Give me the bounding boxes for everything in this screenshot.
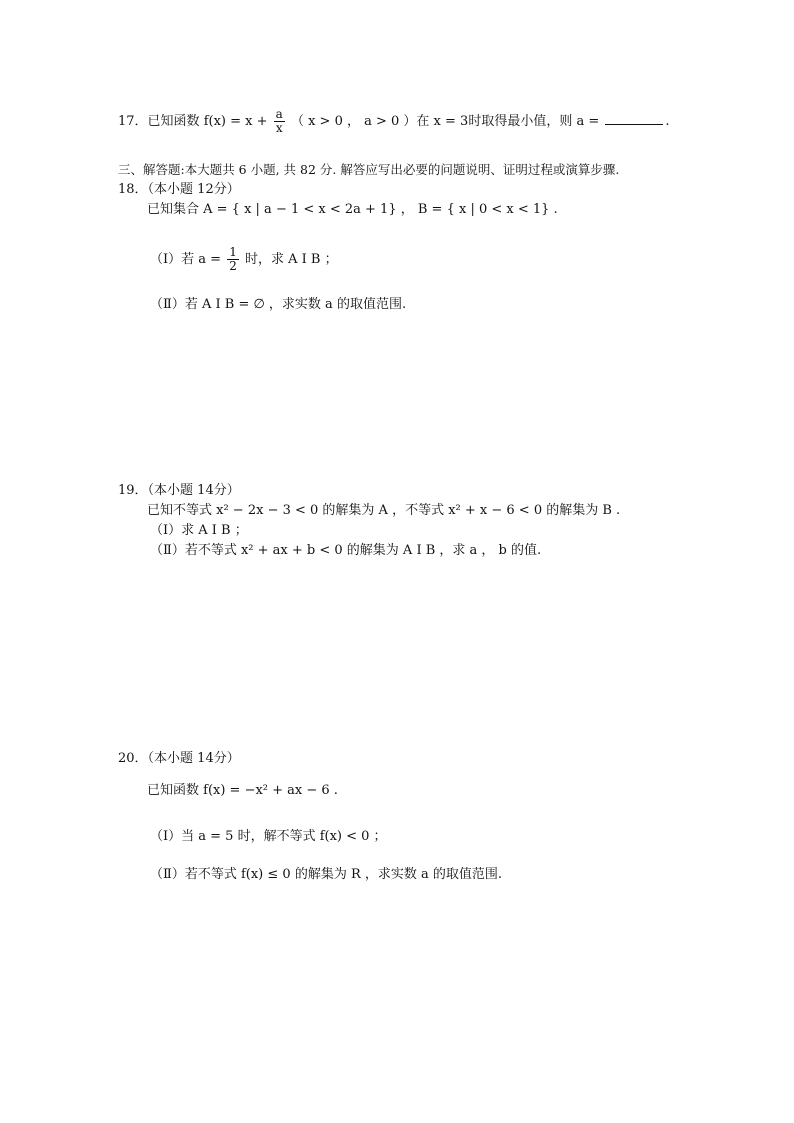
question-17-end: .: [665, 114, 670, 129]
question-17-fraction: [274, 108, 285, 135]
question-17-formula: f(x) = x +: [203, 114, 268, 129]
fraction-denominator: x: [275, 121, 283, 135]
question-20-part-1: （Ⅰ）当 a = 5 时，解不等式 f(x) < 0 ；: [150, 829, 387, 844]
question-18-stem: 已知集合 A = { x | a − 1 < x < 2a + 1} ， B = { x | 0 < x < 1} .: [147, 202, 558, 217]
fraction-numerator: a: [275, 107, 283, 121]
question-17: [118, 108, 670, 135]
question-19-title: 19．（本小题 14分）: [118, 483, 240, 498]
question-19-stem: 已知不等式 x² − 2x − 3 < 0 的解集为 A ，不等式 x² + x − 6 < 0 的解集为 B .: [147, 503, 621, 518]
fraction-denominator: 2: [229, 259, 237, 273]
section-3-header: 三、解答题:本大题共 6 小题, 共 82 分. 解答应写出必要的问题说明、证明过程或演算步骤.: [118, 162, 620, 177]
fraction-numerator: 1: [229, 245, 237, 259]
question-20-stem: 已知函数 f(x) = −x² + ax − 6 .: [147, 783, 338, 798]
part-1-fraction: [227, 246, 239, 273]
question-18-part-1: [150, 246, 338, 273]
answer-blank[interactable]: [605, 111, 663, 125]
question-18-title: 18．（本小题 12分）: [118, 182, 240, 197]
part-1-suffix: 时，求 A I B ；: [244, 252, 338, 267]
question-19-part-1: （Ⅰ）求 A I B ；: [150, 523, 248, 538]
part-1-prefix: （Ⅰ）若 a =: [150, 252, 222, 267]
question-17-condition: （ x > 0 ， a > 0 ）在 x = 3时取得最小值，则 a =: [290, 114, 600, 129]
question-20-part-2: （Ⅱ）若不等式 f(x) ≤ 0 的解集为 R ，求实数 a 的取值范围.: [150, 867, 503, 882]
question-18-part-2: （Ⅱ）若 A I B = ∅ ，求实数 a 的取值范围.: [150, 297, 407, 312]
question-17-prefix: 已知函数: [147, 114, 200, 129]
question-17-number: 17．: [118, 114, 148, 129]
question-20-title: 20．（本小题 14分）: [118, 751, 240, 766]
question-19-part-2: （Ⅱ）若不等式 x² + ax + b < 0 的解集为 A I B ，求 a ， b 的值.: [150, 543, 542, 558]
